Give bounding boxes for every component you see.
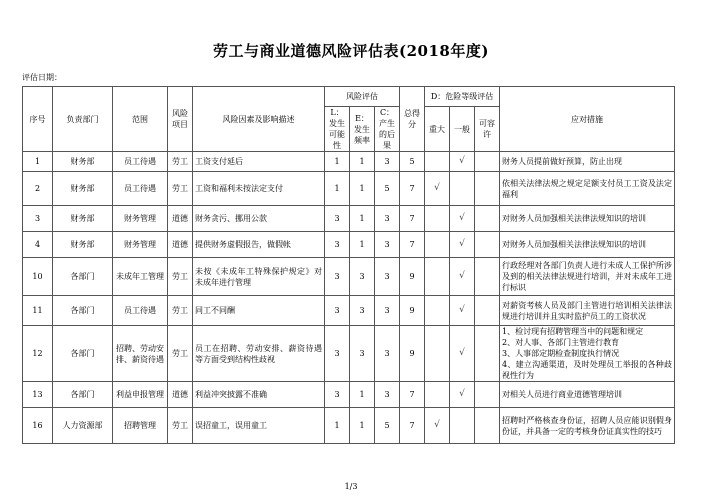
row-grade-acceptable: [475, 258, 500, 296]
row-measure: 招聘时严格核查身份证，招聘人员应能识别假身份证，并具备一定的考核身份证真实性的技巧: [500, 408, 675, 444]
row-dept: 各部门: [53, 382, 113, 408]
row-seq: 10: [23, 258, 53, 296]
row-grade-major: [425, 258, 450, 296]
row-risk-item: 道德: [168, 232, 193, 258]
row-total: 7: [400, 172, 425, 206]
row-scope: 财务管理: [113, 232, 168, 258]
row-L: 3: [325, 326, 350, 382]
header-total: 总得分: [400, 87, 425, 152]
row-E: 3: [350, 258, 375, 296]
page-title: 劳工与商业道德风险评估表(2018年度): [213, 42, 489, 60]
row-grade-acceptable: [475, 326, 500, 382]
row-C: 3: [375, 232, 400, 258]
row-total: 9: [400, 296, 425, 326]
row-dept: 各部门: [53, 258, 113, 296]
row-grade-major: [425, 296, 450, 326]
row-C: 3: [375, 326, 400, 382]
row-measure: 对财务人员加强相关法律法规知识的培训: [500, 206, 675, 232]
row-risk-item: 劳工: [168, 326, 193, 382]
row-factor: 未按《未成年工特殊保护规定》对未成年进行管理: [193, 258, 325, 296]
row-scope: 员工待遇: [113, 172, 168, 206]
row-grade-general: √: [450, 326, 475, 382]
row-grade-acceptable: [475, 408, 500, 444]
row-risk-item: 劳工: [168, 408, 193, 444]
row-grade-major: [425, 152, 450, 172]
row-grade-acceptable: [475, 172, 500, 206]
row-grade-major: [425, 232, 450, 258]
row-grade-major: √: [425, 408, 450, 444]
row-scope: 未成年工管理: [113, 258, 168, 296]
row-seq: 11: [23, 296, 53, 326]
row-dept: 财务部: [53, 172, 113, 206]
row-scope: 员工待遇: [113, 152, 168, 172]
row-grade-major: [425, 382, 450, 408]
row-grade-acceptable: [475, 232, 500, 258]
page-number: 1/3: [344, 482, 358, 491]
row-L: 3: [325, 232, 350, 258]
row-risk-item: 道德: [168, 382, 193, 408]
row-risk-item: 劳工: [168, 172, 193, 206]
header-E: E：发生频率: [350, 107, 375, 152]
row-L: 3: [325, 206, 350, 232]
row-scope: 员工待遇: [113, 296, 168, 326]
row-measure: 依相关法律法规之规定足额支付员工工资及法定福利: [500, 172, 675, 206]
row-E: 1: [350, 172, 375, 206]
row-risk-item: 劳工: [168, 296, 193, 326]
row-scope: 招聘、劳动安排、薪资待遇: [113, 326, 168, 382]
row-total: 9: [400, 258, 425, 296]
row-seq: 3: [23, 206, 53, 232]
row-grade-acceptable: [475, 296, 500, 326]
row-measure: 财务人员提前做好预算，防止出现: [500, 152, 675, 172]
table-row: [23, 382, 675, 408]
row-C: 3: [375, 382, 400, 408]
row-seq: 1: [23, 152, 53, 172]
row-grade-acceptable: [475, 206, 500, 232]
row-C: 3: [375, 258, 400, 296]
row-grade-acceptable: [475, 152, 500, 172]
header-grade: D：危险等级评估: [425, 87, 500, 107]
row-E: 3: [350, 296, 375, 326]
header-acceptable: 可容许: [475, 107, 500, 152]
row-grade-general: [450, 172, 475, 206]
row-measure: 对相关人员进行商业道德管理培训: [500, 382, 675, 408]
row-grade-acceptable: [475, 382, 500, 408]
row-seq: 4: [23, 232, 53, 258]
row-L: 3: [325, 258, 350, 296]
table-row: [23, 296, 675, 326]
row-factor: 工资支付延后: [193, 152, 325, 172]
risk-assessment-table: [22, 86, 675, 444]
row-grade-general: √: [450, 296, 475, 326]
row-C: 3: [375, 206, 400, 232]
assessment-date-label: 评估日期：: [22, 73, 62, 82]
header-factor: 风险因素及影响描述: [193, 87, 325, 152]
row-E: 1: [350, 232, 375, 258]
header-major: 重大: [425, 107, 450, 152]
row-factor: 误招童工，误用童工: [193, 408, 325, 444]
row-grade-general: √: [450, 232, 475, 258]
row-grade-general: √: [450, 382, 475, 408]
row-grade-major: [425, 206, 450, 232]
row-risk-item: 道德: [168, 206, 193, 232]
row-measure: 对财务人员加强相关法律法规知识的培训: [500, 232, 675, 258]
row-dept: 财务部: [53, 232, 113, 258]
header-eval: 风险评估: [325, 87, 400, 107]
row-dept: 人力资源部: [53, 408, 113, 444]
row-dept: 各部门: [53, 326, 113, 382]
table-row: [23, 326, 675, 382]
row-C: 5: [375, 172, 400, 206]
header-scope: 范围: [113, 87, 168, 152]
row-grade-general: √: [450, 152, 475, 172]
header-C: C：产生的后果: [375, 107, 400, 152]
row-E: 1: [350, 382, 375, 408]
row-measure: 对薪资考核人员及部门主管进行培训相关法律法规进行培训并且实时监护员工的工资状况: [500, 296, 675, 326]
row-total: 7: [400, 382, 425, 408]
row-dept: 财务部: [53, 152, 113, 172]
header-dept: 负责部门: [53, 87, 113, 152]
row-total: 7: [400, 232, 425, 258]
table-row: [23, 408, 675, 444]
row-factor: 同工不同酬: [193, 296, 325, 326]
row-C: 3: [375, 296, 400, 326]
row-risk-item: 劳工: [168, 152, 193, 172]
row-total: 9: [400, 326, 425, 382]
table-row: [23, 258, 675, 296]
row-grade-major: √: [425, 172, 450, 206]
row-L: 1: [325, 408, 350, 444]
row-total: 7: [400, 206, 425, 232]
row-L: 1: [325, 152, 350, 172]
row-seq: 2: [23, 172, 53, 206]
row-E: 3: [350, 326, 375, 382]
row-factor: 财务贪污、挪用公款: [193, 206, 325, 232]
row-factor: 提供财务虚假报告，做假帐: [193, 232, 325, 258]
header-general: 一般: [450, 107, 475, 152]
row-grade-general: [450, 408, 475, 444]
row-grade-major: [425, 326, 450, 382]
row-L: 3: [325, 296, 350, 326]
row-factor: 员工在招聘、劳动安排、薪资待遇等方面受到结构性歧视: [193, 326, 325, 382]
row-factor: 利益冲突披露不准确: [193, 382, 325, 408]
row-grade-general: √: [450, 258, 475, 296]
row-dept: 各部门: [53, 296, 113, 326]
row-C: 3: [375, 152, 400, 172]
table-body: [23, 152, 675, 444]
row-E: 1: [350, 206, 375, 232]
table-row: [23, 172, 675, 206]
header-seq: 序号: [23, 87, 53, 152]
header-measures: 应对措施: [500, 87, 675, 152]
table-row: [23, 232, 675, 258]
row-seq: 12: [23, 326, 53, 382]
row-E: 1: [350, 408, 375, 444]
row-E: 1: [350, 152, 375, 172]
header-item: 风险项目: [168, 87, 193, 152]
row-measure: 行政经理对各部门负责人进行未成人工保护所涉及到的相关法律法规进行培训，并对未成年工进行标识: [500, 258, 675, 296]
row-total: 5: [400, 152, 425, 172]
row-L: 1: [325, 172, 350, 206]
row-C: 5: [375, 408, 400, 444]
row-risk-item: 劳工: [168, 258, 193, 296]
row-L: 3: [325, 382, 350, 408]
header-L: L：发生可能性: [325, 107, 350, 152]
row-seq: 16: [23, 408, 53, 444]
row-scope: 招聘管理: [113, 408, 168, 444]
row-scope: 利益申报管理: [113, 382, 168, 408]
row-scope: 财务管理: [113, 206, 168, 232]
row-grade-general: √: [450, 206, 475, 232]
row-factor: 工资和福利未按法定支付: [193, 172, 325, 206]
row-seq: 13: [23, 382, 53, 408]
table-row: [23, 206, 675, 232]
row-dept: 财务部: [53, 206, 113, 232]
row-total: 7: [400, 408, 425, 444]
table-row: [23, 152, 675, 172]
row-measure: 1、检讨现有招聘管理当中的问题和规定 2、对人事、各部门主管进行教育 3、人事部定期检查制度执行情况 4、建立沟通渠道，及时处理员工举报的各种歧视性行为: [500, 326, 675, 382]
